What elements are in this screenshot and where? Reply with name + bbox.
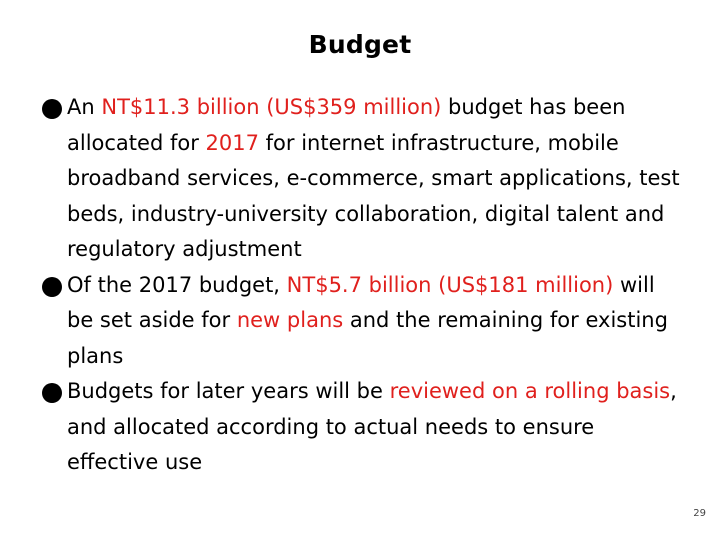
- bullet-dot-icon: [42, 99, 62, 119]
- bullet-text-part: Of the 2017 budget,: [67, 272, 287, 297]
- bullet-dot-icon: [42, 383, 62, 403]
- page-number: 29: [693, 508, 706, 519]
- bullet-item: [42, 90, 682, 268]
- bullet-item: [42, 374, 682, 481]
- bullet-text-part: for internet infrastructure, mobile broadband services, e-commerce, smart applications, test beds, industry-university collaboration, digital talent and regulatory adjustment: [67, 130, 680, 261]
- bullet-text-part: Budgets for later years will be: [67, 379, 390, 403]
- bullet-text-part: An: [67, 95, 102, 119]
- bullet-highlight: new plans: [236, 308, 344, 332]
- bullet-highlight: NT$11.3 billion (US$359 million): [101, 95, 442, 119]
- bullet-text-part: will be set aside for: [67, 272, 655, 332]
- bullet-text-part: , and allocated according to actual needs to ensure effective use: [67, 379, 677, 474]
- bullet-highlight: 2017: [205, 130, 259, 155]
- bullet-item: [42, 268, 682, 375]
- bullet-text-part: budget has been allocated for: [67, 95, 626, 155]
- slide-title: Budget: [308, 30, 412, 59]
- bullet-list: [42, 90, 682, 481]
- bullet-highlight: NT$5.7 billion (US$181 million): [286, 272, 614, 297]
- bullet-highlight: reviewed on a rolling basis: [389, 379, 671, 403]
- bullet-text-part: and the remaining for existing plans: [67, 308, 668, 368]
- bullet-dot-icon: [42, 277, 62, 297]
